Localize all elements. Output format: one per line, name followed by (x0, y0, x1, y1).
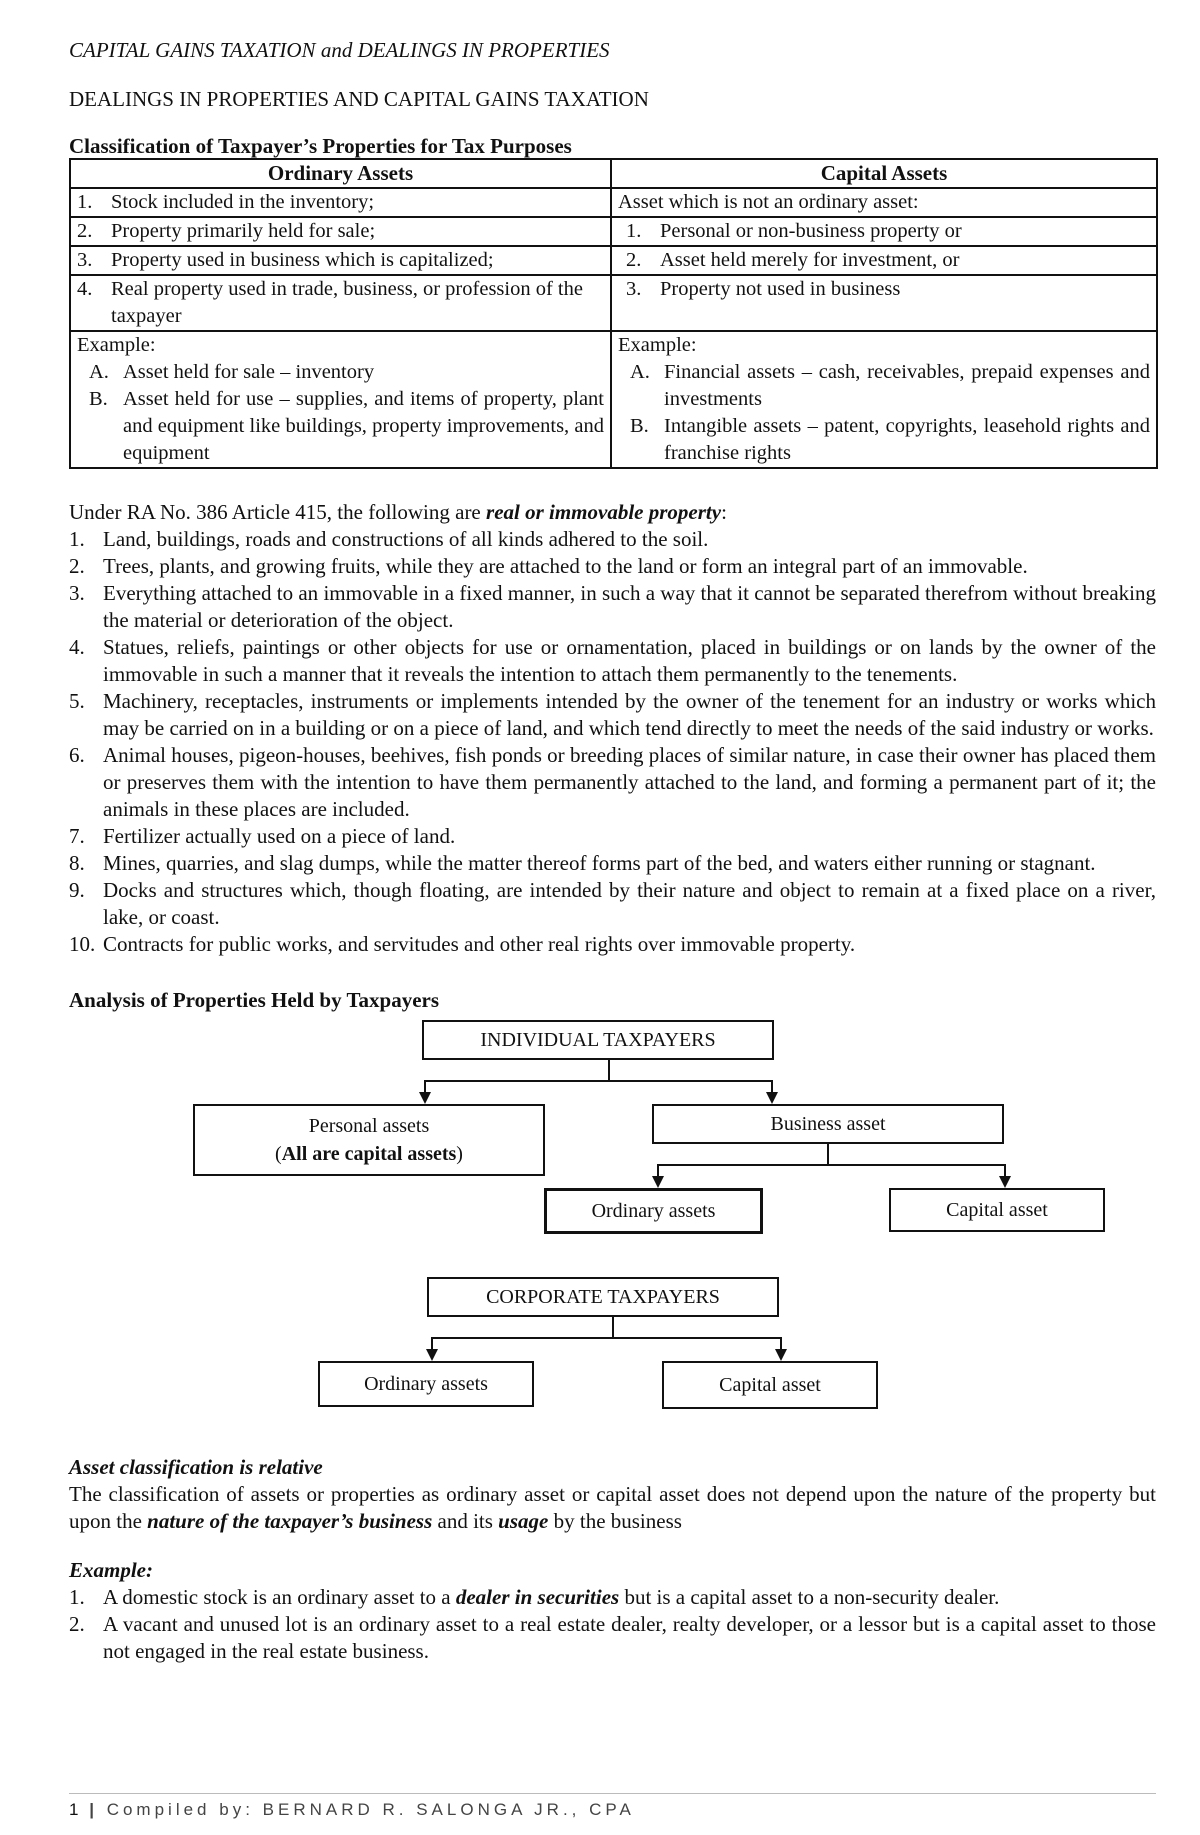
table-heading: Classification of Taxpayer’s Properties for Tax Purposes (69, 134, 572, 158)
intro-suffix: : (721, 500, 727, 524)
list-item (69, 1611, 1156, 1665)
relative-text: The classification of assets or properties as ordinary asset or capital asset does not depend upon the nature of the property but upon the (69, 1482, 1156, 1533)
list-item (69, 688, 1156, 742)
list-text: Machinery, receptacles, instruments or implements intended by the owner of the tenement for an industry or works which may be carried on in a building or on a piece of land, and which tend directly to meet the needs of the said industry or works. (103, 689, 1156, 740)
analysis-heading: Analysis of Properties Held by Taxpayers (69, 988, 440, 1012)
list-item (69, 850, 1156, 877)
capital-intro: Asset which is not an ordinary asset: (618, 191, 919, 213)
table-cell (70, 331, 611, 468)
arrow-down-icon (652, 1176, 664, 1188)
list-item (69, 553, 1156, 580)
col-header-capital: Capital Assets (611, 159, 1157, 188)
list-text: Mines, quarries, and slag dumps, while the matter thereof forms part of the bed, and waters either running or stagnant. (103, 851, 1096, 875)
list-number: 8. (69, 851, 85, 875)
individual-taxpayers-box (422, 1020, 774, 1060)
relative-emphasis-usage: usage (498, 1509, 549, 1533)
list-item (69, 742, 1156, 823)
list-item (69, 634, 1156, 688)
personal-assets-label: Personal assets (308, 1115, 430, 1137)
list-text: Contracts for public works, and servitudes and other real rights over immovable property. (103, 932, 856, 956)
example-label: Example: (618, 334, 697, 356)
list-number: 2. (69, 1612, 85, 1636)
ordinary-assets-label: Ordinary assets (591, 1200, 716, 1222)
list-text (103, 1584, 1156, 1611)
list-item (69, 823, 1156, 850)
document-page (69, 38, 1156, 1665)
main-heading: DEALINGS IN PROPERTIES AND CAPITAL GAINS TAXATION (69, 87, 649, 111)
example-letter: B. (630, 415, 649, 437)
list-text: Fertilizer actually used on a piece of land. (103, 824, 456, 848)
list-number: 10. (69, 932, 96, 956)
page-footer (69, 1793, 1156, 1820)
list-item (69, 931, 1156, 958)
connector-line (827, 1144, 829, 1166)
real-property-intro (69, 499, 1156, 526)
ordinary-asset-item: Real property used in trade, business, or profession of the taxpayer (111, 278, 583, 327)
arrow-down-icon (426, 1349, 438, 1361)
item-number: 2. (77, 220, 93, 242)
connector-line (612, 1317, 614, 1339)
relative-text: and its (432, 1509, 499, 1533)
footer-separator: | (89, 1800, 98, 1819)
list-number: 7. (69, 824, 85, 848)
table-cell (611, 217, 1157, 246)
item-number: 1. (77, 191, 93, 213)
capital-asset-item: Asset held merely for investment, or (660, 249, 960, 271)
relative-text: by the business (548, 1509, 682, 1533)
page-number: 1 (69, 1800, 81, 1819)
ordinary-asset-item: Property primarily held for sale; (111, 220, 376, 242)
capital-asset-box-corporate (662, 1361, 878, 1409)
business-asset-label: Business asset (770, 1113, 886, 1135)
corporate-taxpayers-box (427, 1277, 779, 1317)
personal-assets-box (193, 1104, 545, 1176)
example-emphasis: dealer in securities (455, 1585, 620, 1609)
list-item (69, 877, 1156, 931)
table-cell (70, 275, 611, 331)
table-cell (70, 188, 611, 217)
list-text: Statues, reliefs, paintings or other objects for use or ornamentation, placed in buildings or on lands by the owner of the immovable in such a manner that it reveals the intention to attach them permanently to the tenements. (103, 635, 1156, 686)
example-label: Example: (77, 334, 156, 356)
table-cell (611, 331, 1157, 468)
connector-line (657, 1164, 1006, 1166)
example-letter: B. (89, 388, 108, 410)
capital-example: Intangible assets – patent, copyrights, leasehold rights and franchise rights (664, 415, 1150, 464)
list-number: 5. (69, 689, 85, 713)
connector-line (608, 1060, 610, 1082)
connector-line (424, 1080, 773, 1082)
list-number: 2. (69, 554, 85, 578)
individual-taxpayers-label: INDIVIDUAL TAXPAYERS (480, 1029, 716, 1051)
list-number: 3. (69, 581, 85, 605)
ordinary-example: Asset held for sale – inventory (123, 361, 375, 383)
table-cell (611, 188, 1157, 217)
list-text: Everything attached to an immovable in a fixed manner, in such a way that it cannot be separated therefrom without breaking the material or deterioration of the object. (103, 581, 1156, 632)
arrow-down-icon (419, 1092, 431, 1104)
example-letter: A. (89, 361, 109, 383)
real-property-list (69, 526, 1156, 958)
relative-paragraph (69, 1481, 1156, 1535)
intro-emphasis: real or immovable property (486, 500, 722, 524)
taxpayer-properties-diagram (69, 1018, 1156, 1448)
personal-note-text: All are capital assets (281, 1143, 457, 1165)
example-list (69, 1584, 1156, 1665)
list-text: Land, buildings, roads and constructions of all kinds adhered to the soil. (103, 527, 709, 551)
ordinary-assets-box-corporate (318, 1361, 534, 1407)
ordinary-assets-label: Ordinary assets (364, 1373, 488, 1395)
list-item (69, 1584, 1156, 1611)
example-letter: A. (630, 361, 650, 383)
capital-asset-item: Personal or non-business property or (660, 220, 962, 242)
list-number: 4. (69, 635, 85, 659)
capital-example: Financial assets – cash, receivables, prepaid expenses and investments (664, 361, 1150, 410)
capital-asset-item: Property not used in business (660, 278, 901, 300)
table-cell (611, 246, 1157, 275)
arrow-down-icon (999, 1176, 1011, 1188)
intro-text: Under RA No. 386 Article 415, the following are (69, 500, 487, 524)
list-item (69, 580, 1156, 634)
table-cell (70, 217, 611, 246)
item-number: 3. (77, 249, 93, 271)
list-text: Trees, plants, and growing fruits, while they are attached to the land or form an integral part of an immovable. (103, 554, 1028, 578)
compiled-by: Compiled by: BERNARD R. SALONGA JR., CPA (106, 1800, 635, 1819)
arrow-down-icon (775, 1349, 787, 1361)
running-title: CAPITAL GAINS TAXATION and DEALINGS IN PROPERTIES (69, 38, 610, 62)
relative-title: Asset classification is relative (69, 1455, 323, 1479)
classification-table (69, 158, 1158, 469)
item-number: 1. (626, 220, 642, 242)
relative-section (69, 1454, 1156, 1535)
list-item (69, 526, 1156, 553)
business-asset-box (652, 1104, 1004, 1144)
list-number: 1. (69, 1585, 85, 1609)
personal-assets-note: (All are capital assets) (275, 1143, 463, 1165)
connector-line (431, 1337, 782, 1339)
col-header-ordinary: Ordinary Assets (70, 159, 611, 188)
example-text: A domestic stock is an ordinary asset to a (103, 1585, 456, 1609)
list-number: 9. (69, 878, 85, 902)
arrow-down-icon (766, 1092, 778, 1104)
ordinary-example: Asset held for use – supplies, and items of property, plant and equipment like buildings, property improvements, and equipment (123, 388, 604, 464)
example-title: Example: (69, 1558, 153, 1582)
ordinary-assets-box-individual (544, 1188, 763, 1234)
list-text: Animal houses, pigeon-houses, beehives, fish ponds or breeding places of similar nature, in case their owner has placed them or preserves them with the intention to have them permanently attached to the land, and forming a permanent part of it; the animals in these places are included. (103, 743, 1156, 821)
ordinary-asset-item: Property used in business which is capitalized; (111, 249, 494, 271)
item-number: 2. (626, 249, 642, 271)
list-text: Docks and structures which, though floating, are intended by their nature and object to remain at a fixed place on a river, lake, or coast. (103, 878, 1156, 929)
list-text: A vacant and unused lot is an ordinary asset to a real estate dealer, realty developer, or a lessor but is a capital asset to those not engaged in the real estate business. (103, 1612, 1156, 1663)
ordinary-asset-item: Stock included in the inventory; (111, 191, 375, 213)
capital-asset-box-individual (889, 1188, 1105, 1232)
example-text: but is a capital asset to a non-security dealer. (619, 1585, 1000, 1609)
table-cell (70, 246, 611, 275)
table-cell (611, 275, 1157, 331)
corporate-taxpayers-label: CORPORATE TAXPAYERS (486, 1286, 720, 1308)
capital-asset-label: Capital asset (719, 1374, 821, 1396)
list-number: 6. (69, 743, 85, 767)
relative-emphasis-business: nature of the taxpayer’s business (147, 1509, 433, 1533)
item-number: 3. (626, 278, 642, 300)
capital-asset-label: Capital asset (946, 1199, 1048, 1221)
list-number: 1. (69, 527, 85, 551)
item-number: 4. (77, 278, 93, 300)
